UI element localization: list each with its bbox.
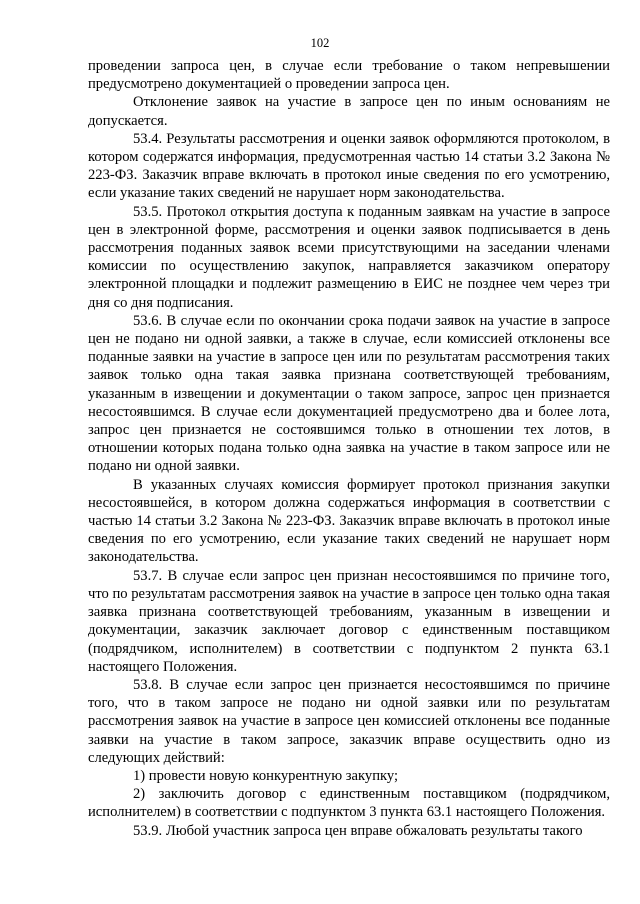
paragraph-53-5: 53.5. Протокол открытия доступа к поданным заявкам на участие в запросе цен в электронной форме, рассмотрения и оценки заявок подписывается в день рассмотрения поданных заявок всеми присутствующими на заседании членами комиссии по осуществлению закупок, направляется заказчиком оператору электронной площадки и подлежит размещению в ЕИС не позднее чем через три дня со дня подписания. (88, 203, 610, 311)
paragraph-53-7: 53.7. В случае если запрос цен признан несостоявшимся по причине того, что по результатам рассмотрения заявок на участие в запросе цен только одна такая заявка признана соответствующей требованиям, указанным в извещении и документации, заказчик заключает договор с единственным поставщиком (подрядчиком, исполнителем) в соответствии с подпунктом 2 пункта 63.1 настоящего Положения. (88, 567, 610, 675)
paragraph-53-8: 53.8. В случае если запрос цен признается несостоявшимся по причине того, что в таком запросе не подано ни одной заявки или по результатам рассмотрения заявок на участие в запросе цен комиссией отклонены все поданные заявки на участие в таком запросе, заказчик вправе осуществить одно из следующих действий: (88, 676, 610, 766)
list-item-2: 2) заключить договор с единственным поставщиком (подрядчиком, исполнителем) в соответствии с подпунктом 3 пункта 63.1 настоящего Положения. (88, 786, 610, 821)
document-body (88, 57, 610, 840)
paragraph-53-6: 53.6. В случае если по окончании срока подачи заявок на участие в запросе цен не подано ни одной заявки, а также в случае, если комиссией отклонены все поданные заявки на участие в запросе цен или по результатам рассмотрения таких заявок только одна такая заявка признана соответствующей требованиям, указанным в извещении и документации о таком запросе, запрос цен признается несостоявшимся. В случае если документацией предусмотрено два и более лота, запрос цен признается не состоявшимся только в отношении тех лотов, в отношении которых подана только одна заявка на участие в таком запросе или не подано ни одной заявки. (88, 312, 610, 475)
list-item-1: 1) провести новую конкурентную закупку; (133, 767, 399, 784)
paragraph-53-6-cont: В указанных случаях комиссия формирует протокол признания закупки несостоявшейся, в котором должна содержаться информация в соответствии с частью 14 статьи 3.2 Закона № 223-ФЗ. Заказчик вправе включать в протокол иные сведения по его усмотрению, если указание таких сведений не нарушает норм законодательства. (88, 476, 610, 566)
paragraph-53-9: 53.9. Любой участник запроса цен вправе обжаловать результаты такого (133, 822, 583, 839)
paragraph-rejection-rule: Отклонение заявок на участие в запросе цен по иным основаниям не допускается. (88, 94, 610, 129)
paragraph-53-4: 53.4. Результаты рассмотрения и оценки заявок оформляются протоколом, в котором содержатся информация, предусмотренная частью 14 статьи 3.2 Закона № 223-ФЗ. Заказчик вправе включать в протокол иные сведения по его усмотрению, если указание таких сведений не нарушает норм законодательства. (88, 130, 610, 202)
paragraph-continuation: проведении запроса цен, в случае если требование о таком непревышении предусмотрено документацией о проведении запроса цен. (88, 58, 610, 93)
page-number: 102 (310, 36, 330, 50)
